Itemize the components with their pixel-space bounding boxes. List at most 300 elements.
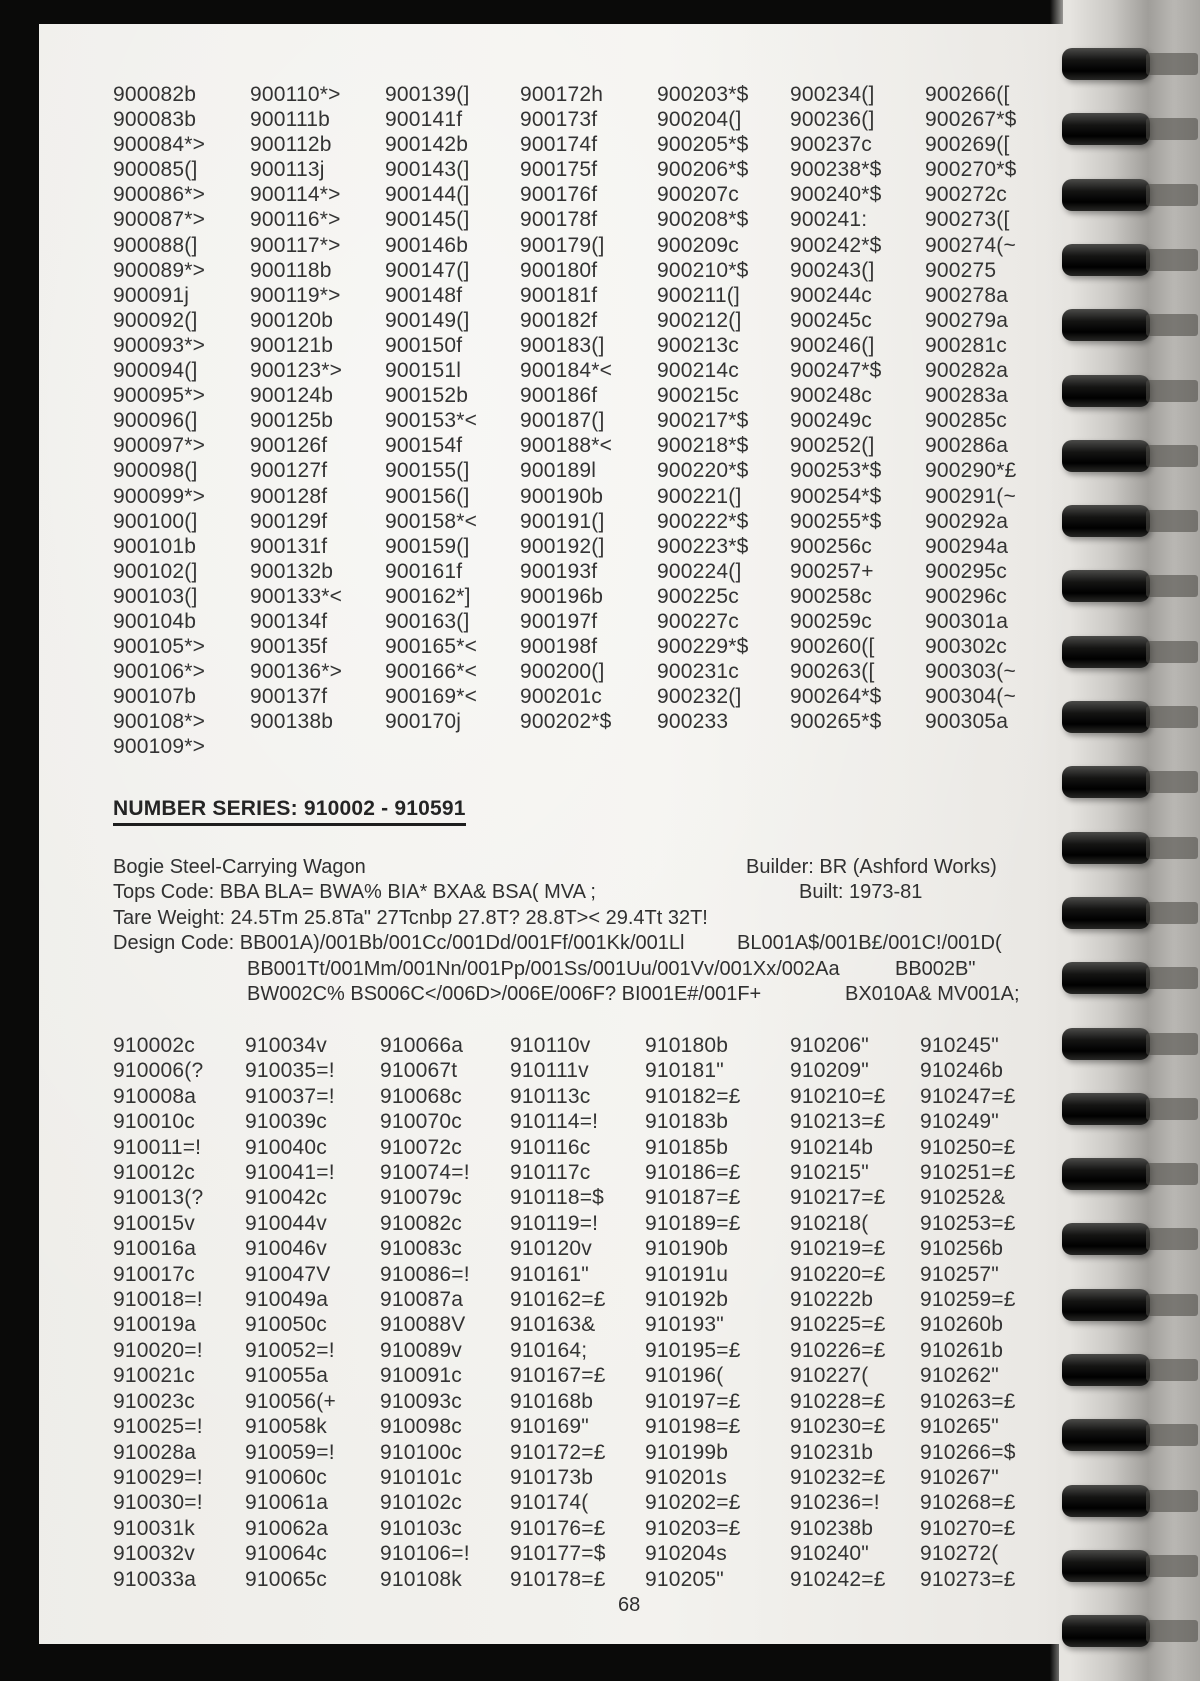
wagon-number: 900109*> [113, 735, 206, 759]
wagon-number: 910226=£ [790, 1338, 886, 1362]
wagon-number: 910039c [245, 1110, 327, 1134]
wagon-number: 900241: [790, 208, 868, 232]
wagon-number: 900105*> [113, 635, 206, 659]
wagon-number: 910177=$ [510, 1542, 606, 1566]
wagon-number: 910070c [380, 1110, 462, 1134]
design-code-line-2 [113, 957, 1053, 982]
wagon-number: 900116*> [250, 208, 341, 232]
wagon-number: 900302c [925, 635, 1007, 659]
wagon-number: 900301a [925, 609, 1009, 633]
binding-tooth-icon [1062, 1615, 1150, 1647]
wagon-number: 900142b [385, 133, 469, 157]
wagon-number: 910176=£ [510, 1516, 606, 1540]
wagon-number: 900202*$ [520, 710, 612, 734]
wagon-number: 900231c [657, 660, 739, 684]
wagon-number: 900124b [250, 384, 334, 408]
binding-tooth-icon [1062, 440, 1150, 472]
wagon-number: 910199b [645, 1440, 729, 1464]
info-row-tare [113, 906, 1053, 931]
wagon-number: 910116c [510, 1135, 591, 1159]
wagon-number: 900214c [657, 359, 739, 383]
wagon-number: 900153*< [385, 409, 478, 433]
wagon-number: 900259c [790, 609, 872, 633]
binding-tooth-icon [1062, 701, 1150, 733]
wagon-number: 900296c [925, 584, 1007, 608]
number-column [645, 1033, 790, 1592]
binding-tooth-icon [1062, 897, 1150, 929]
wagon-number: 900227c [657, 609, 739, 633]
wagon-number: 910079c [380, 1186, 462, 1210]
wagon-number: 910187=£ [645, 1186, 741, 1210]
wagon-number: 900086*> [113, 183, 206, 207]
wagon-number: 910049a [245, 1288, 329, 1312]
wagon-number: 910169" [510, 1415, 589, 1439]
wagon-number: 910231b [790, 1440, 874, 1464]
wagon-number: 910215" [790, 1161, 869, 1185]
binding-tooth-icon [1062, 570, 1150, 602]
binding-tooth-icon [1062, 1289, 1150, 1321]
wagon-number: 900119*> [250, 283, 341, 307]
wagon-number: 900198f [520, 635, 598, 659]
wagon-number: 910185b [645, 1135, 729, 1159]
wagon-number: 900082b [113, 83, 197, 106]
wagon-number: 900170j [385, 710, 462, 734]
wagon-number: 900267*$ [925, 108, 1017, 132]
wagon-number: 900089*> [113, 258, 206, 282]
wagon-number: 910168b [510, 1389, 594, 1413]
wagon-number: 910011=! [113, 1135, 202, 1159]
wagon-number: 910006(? [113, 1059, 204, 1083]
wagon-number: 910088V [380, 1313, 466, 1337]
binding-tooth-icon [1062, 1223, 1150, 1255]
wagon-number: 900187(] [520, 409, 605, 433]
builder: Builder: BR (Ashford Works) [746, 856, 997, 878]
wagon-number: 910217=£ [790, 1186, 886, 1210]
wagon-number: 900165*< [385, 635, 478, 659]
wagon-number: 910019a [113, 1313, 197, 1337]
wagon-number: 900247*$ [790, 359, 882, 383]
wagon-number: 910261b [920, 1338, 1004, 1362]
wagon-number: 910172=£ [510, 1440, 606, 1464]
wagon-number: 900161f [385, 559, 463, 583]
wagon-number: 900281c [925, 333, 1007, 357]
wagon-number: 900103(] [113, 584, 198, 608]
wagon-number: 910033a [113, 1567, 197, 1591]
page-border-left [0, 0, 39, 1681]
wagon-number: 910191u [645, 1262, 729, 1286]
wagon-number: 900273([ [925, 208, 1010, 232]
wagon-number: 900196b [520, 584, 604, 608]
wagon-number: 900131f [250, 534, 328, 558]
wagon-number: 900260([ [790, 635, 875, 659]
wagon-number: 910110v [510, 1034, 591, 1057]
wagon-number: 910106=! [380, 1542, 470, 1566]
wagon-number: 910098c [380, 1415, 462, 1439]
wagon-number: 910030=! [113, 1491, 203, 1515]
wagon-number: 900265*$ [790, 710, 882, 734]
wagon-number: 900117*> [250, 233, 341, 257]
wagon-number: 900158*< [385, 509, 478, 533]
wagon-number: 910072c [380, 1135, 462, 1159]
wagon-number: 910162=£ [510, 1288, 606, 1312]
wagon-number: 910173b [510, 1465, 594, 1489]
wagon-number: 910219=£ [790, 1237, 886, 1261]
wagon-number: 900091j [113, 283, 190, 307]
binding-tooth-icon [1062, 1550, 1150, 1582]
binding-tooth-icon [1062, 48, 1150, 80]
wagon-number: 910267" [920, 1465, 999, 1489]
wagon-number: 910031k [113, 1516, 195, 1540]
wagon-number: 910032v [113, 1542, 195, 1566]
wagon-number: 910068c [380, 1084, 462, 1108]
wagon-number: 900112b [250, 133, 332, 157]
wagon-number: 910065c [245, 1567, 327, 1591]
binding-tooth-icon [1062, 1028, 1150, 1060]
wagon-number: 900134f [250, 609, 328, 633]
wagon-number: 900126f [250, 434, 328, 458]
wagon-number: 900282a [925, 359, 1009, 383]
wagon-number: 900255*$ [790, 509, 882, 533]
wagon-number: 900143(] [385, 158, 470, 182]
wagon-number: 900303(~ [925, 660, 1016, 684]
wagon-number: 900138b [250, 710, 334, 734]
tare-weight: Tare Weight: 24.5Tm 25.8Ta" 27Tcnbp 27.8T? 28.8T>< 29.4Tt 32T! [113, 906, 708, 929]
design-code-right: BB002B" [895, 957, 976, 980]
wagon-number: 910167=£ [510, 1364, 606, 1388]
wagon-number: 900217*$ [657, 409, 749, 433]
wagon-number: 910016a [113, 1237, 197, 1261]
wagon-number: 910087a [380, 1288, 464, 1312]
wagon-number: 900240*$ [790, 183, 882, 207]
wagon-number: 910052=! [245, 1338, 335, 1362]
wagon-number: 910189=£ [645, 1211, 741, 1235]
wagon-number: 900278a [925, 283, 1009, 307]
wagon-number: 910186=£ [645, 1161, 741, 1185]
tops-code: Tops Code: BBA BLA= BWA% BIA* BXA& BSA( MVA ; [113, 881, 596, 904]
wagon-number: 900210*$ [657, 258, 749, 282]
wagon-number: 900118b [250, 258, 332, 282]
wagon-number: 900139(] [385, 83, 470, 106]
wagon-number: 900223*$ [657, 534, 749, 558]
wagon-number: 910042c [245, 1186, 327, 1210]
wagon-number: 910205" [645, 1567, 724, 1591]
wagon-number: 900182f [520, 308, 598, 332]
wagon-number: 900178f [520, 208, 598, 232]
wagon-number: 910178=£ [510, 1567, 606, 1591]
binding-tooth-icon [1062, 1419, 1150, 1451]
wagon-number: 910064c [245, 1542, 327, 1566]
wagon-number: 910044v [245, 1211, 327, 1235]
wagon-number: 900166*< [385, 660, 478, 684]
wagon-number: 900133*< [250, 584, 343, 608]
wagon-number: 910018=! [113, 1288, 203, 1312]
wagon-number: 900096(] [113, 409, 198, 433]
wagon-number: 900224(] [657, 559, 742, 583]
wagon-number: 910029=! [113, 1465, 203, 1489]
built-years: Built: 1973-81 [799, 881, 923, 904]
wagon-number: 900088(] [113, 233, 198, 257]
wagon-number: 900234(] [790, 83, 875, 106]
wagon-number: 910202=£ [645, 1491, 741, 1515]
wagon-number: 900212(] [657, 308, 742, 332]
wagon-number: 900270*$ [925, 158, 1017, 182]
wagon-number: 910015v [113, 1211, 195, 1235]
wagon-number: 910008a [113, 1084, 197, 1108]
wagon-number: 910091c [380, 1364, 462, 1388]
wagon-number: 900243(] [790, 258, 875, 282]
wagon-number: 900295c [925, 559, 1007, 583]
wagon-number: 900205*$ [657, 133, 749, 157]
wagon-number: 900279a [925, 308, 1009, 332]
wagon-number: 900232(] [657, 685, 742, 709]
wagon-number: 910256b [920, 1237, 1004, 1261]
wagon-number: 900094(] [113, 359, 198, 383]
wagon-number: 910113c [510, 1084, 591, 1108]
wagon-number: 900237c [790, 133, 872, 157]
wagon-number: 910047V [245, 1262, 331, 1286]
wagon-number: 900203*$ [657, 83, 749, 106]
page-border-top [0, 0, 1063, 24]
wagon-number: 900204(] [657, 108, 742, 132]
wagon-number: 900146b [385, 233, 469, 257]
number-column [113, 82, 250, 760]
wagon-number: 910218( [790, 1211, 869, 1235]
wagon-number: 900180f [520, 258, 598, 282]
wagon-number: 910180b [645, 1034, 729, 1057]
wagon-number: 900188*< [520, 434, 613, 458]
wagon-number: 900252(] [790, 434, 875, 458]
wagon-number: 900254*$ [790, 484, 882, 508]
wagon-number: 900266([ [925, 83, 1010, 106]
wagon-number: 900128f [250, 484, 328, 508]
wagon-number: 910061a [245, 1491, 329, 1515]
wagon-number: 900207c [657, 183, 739, 207]
wagon-number: 910250=£ [920, 1135, 1016, 1159]
wagon-number: 910257" [920, 1262, 999, 1286]
wagon-number: 900264*$ [790, 685, 882, 709]
wagon-number: 900114*> [250, 183, 341, 207]
wagon-number: 900246(] [790, 333, 875, 357]
wagon-number: 900221(] [657, 484, 742, 508]
design-code-left: Design Code: BB001A)/001Bb/001Cc/001Dd/001Ff/001Kk/001Ll [113, 932, 685, 955]
wagon-number: 900253*$ [790, 459, 882, 483]
number-column [657, 82, 790, 734]
info-row-tops-built [113, 880, 1053, 905]
wagon-number: 900152b [385, 384, 469, 408]
binding-tooth-icon [1062, 505, 1150, 537]
page-border-bottom [0, 1644, 1059, 1681]
wagon-number: 910021c [113, 1364, 195, 1388]
series-info-block [113, 855, 1053, 1007]
wagon-number: 910120v [510, 1237, 592, 1261]
wagon-number: 910192b [645, 1288, 729, 1312]
wagon-number: 900181f [520, 283, 598, 307]
wagon-number: 910181" [645, 1059, 724, 1083]
number-grid-900-series [113, 82, 1017, 760]
wagon-number: 900150f [385, 333, 463, 357]
wagon-number: 900144(] [385, 183, 470, 207]
wagon-number: 900294a [925, 534, 1009, 558]
wagon-number: 900222*$ [657, 509, 749, 533]
wagon-number: 910066a [380, 1034, 464, 1057]
wagon-number: 900236(] [790, 108, 875, 132]
wagon-number: 910247=£ [920, 1084, 1016, 1108]
wagon-number: 900107b [113, 685, 197, 709]
wagon-number: 910058k [245, 1415, 327, 1439]
wagon-number: 900148f [385, 283, 463, 307]
wagon-number: 900129f [250, 509, 328, 533]
wagon-number: 910114=! [510, 1110, 599, 1134]
wagon-number: 900085(] [113, 158, 198, 182]
wagon-number: 910059=! [245, 1440, 335, 1464]
wagon-number: 900193f [520, 559, 598, 583]
wagon-number: 910273=£ [920, 1567, 1016, 1591]
wagon-number: 900291(~ [925, 484, 1016, 508]
binding-tooth-icon [1062, 309, 1150, 341]
wagon-number: 900159(] [385, 534, 470, 558]
number-column [245, 1033, 380, 1592]
wagon-number: 910238b [790, 1516, 874, 1540]
wagon-number: 910060c [245, 1465, 327, 1489]
wagon-number: 900192(] [520, 534, 605, 558]
wagon-number: 910037=! [245, 1084, 335, 1108]
wagon-number: 910201s [645, 1465, 727, 1489]
wagon-number: 910266=$ [920, 1440, 1016, 1464]
wagon-number: 900304(~ [925, 685, 1016, 709]
binding-tooth-icon [1062, 962, 1150, 994]
wagon-number: 900106*> [113, 660, 206, 684]
binding-tooth-icon [1062, 1485, 1150, 1517]
wagon-number: 910041=! [245, 1161, 335, 1185]
wagon-number: 910046v [245, 1237, 327, 1261]
wagon-number: 900183(] [520, 333, 605, 357]
wagon-type: Bogie Steel-Carrying Wagon [113, 856, 366, 878]
wagon-number: 910270=£ [920, 1516, 1016, 1540]
wagon-number: 900141f [385, 108, 463, 132]
wagon-number: 910225=£ [790, 1313, 886, 1337]
wagon-number: 910082c [380, 1211, 462, 1235]
wagon-number: 910272( [920, 1542, 999, 1566]
wagon-number: 900201c [520, 685, 602, 709]
wagon-number: 900283a [925, 384, 1009, 408]
wagon-number: 910067t [380, 1059, 458, 1083]
spiral-binding [1050, 0, 1200, 1681]
wagon-number: 900108*> [113, 710, 206, 734]
wagon-number: 900211(] [657, 283, 740, 307]
wagon-number: 900176f [520, 183, 598, 207]
design-code-right: BL001A$/001B£/001C!/001D( [737, 932, 1002, 955]
wagon-number: 900135f [250, 635, 328, 659]
wagon-number: 900229*$ [657, 635, 749, 659]
wagon-number: 900155(] [385, 459, 470, 483]
wagon-number: 910111v [510, 1059, 589, 1083]
wagon-number: 900269([ [925, 133, 1010, 157]
wagon-number: 900097*> [113, 434, 206, 458]
wagon-number: 900132b [250, 559, 334, 583]
page-number: 68 [618, 1594, 641, 1616]
wagon-number: 900220*$ [657, 459, 749, 483]
wagon-number: 910204s [645, 1542, 727, 1566]
wagon-number: 910203=£ [645, 1516, 741, 1540]
wagon-number: 900184*< [520, 359, 613, 383]
series-heading: NUMBER SERIES: 910002 - 910591 [113, 797, 466, 826]
wagon-number: 900147(] [385, 258, 470, 282]
wagon-number: 910002c [113, 1034, 195, 1057]
wagon-number: 910164; [510, 1338, 588, 1362]
wagon-number: 910102c [380, 1491, 462, 1515]
wagon-number: 900092(] [113, 308, 198, 332]
number-column [380, 1033, 510, 1592]
design-code-left: BB001Tt/001Mm/001Nn/001Pp/001Ss/001Uu/001Vv/001Xx/002Aa [247, 957, 840, 980]
wagon-number: 900292a [925, 509, 1009, 533]
wagon-number: 900272c [925, 183, 1007, 207]
design-code-line-3 [113, 982, 1053, 1007]
wagon-number: 900149(] [385, 308, 470, 332]
wagon-number: 900263([ [790, 660, 875, 684]
binding-tooth-icon [1062, 766, 1150, 798]
binding-tooth-icon [1062, 179, 1150, 211]
wagon-number: 900163(] [385, 609, 470, 633]
wagon-number: 910198=£ [645, 1415, 741, 1439]
number-column [510, 1033, 645, 1592]
wagon-number: 910230=£ [790, 1415, 886, 1439]
wagon-number: 900093*> [113, 333, 206, 357]
wagon-number: 910035=! [245, 1059, 335, 1083]
wagon-number: 910263=£ [920, 1389, 1016, 1413]
wagon-number: 900242*$ [790, 233, 882, 257]
wagon-number: 910017c [113, 1262, 195, 1286]
wagon-number: 910025=! [113, 1415, 203, 1439]
wagon-number: 910251=£ [920, 1161, 1016, 1185]
binding-tooth-icon [1062, 636, 1150, 668]
wagon-number: 910074=! [380, 1161, 470, 1185]
wagon-number: 900248c [790, 384, 872, 408]
wagon-number: 910253=£ [920, 1211, 1016, 1235]
wagon-number: 910190b [645, 1237, 729, 1261]
wagon-number: 900113j [250, 158, 325, 182]
wagon-number: 900218*$ [657, 434, 749, 458]
wagon-number: 900275 [925, 258, 997, 282]
wagon-number: 910093c [380, 1389, 462, 1413]
wagon-number: 900169*< [385, 685, 478, 709]
wagon-number: 910228=£ [790, 1389, 886, 1413]
wagon-number: 910249" [920, 1110, 999, 1134]
wagon-number: 910108k [380, 1567, 462, 1591]
wagon-number: 900290*£ [925, 459, 1017, 483]
design-code-line-1 [113, 931, 1053, 956]
wagon-number: 900233 [657, 710, 729, 734]
wagon-number: 910119=! [510, 1211, 599, 1235]
wagon-number: 900104b [113, 609, 197, 633]
wagon-number: 910268=£ [920, 1491, 1016, 1515]
wagon-number: 900213c [657, 333, 739, 357]
wagon-number: 900286a [925, 434, 1009, 458]
wagon-number: 900120b [250, 308, 334, 332]
wagon-number: 900162*] [385, 584, 471, 608]
wagon-number: 900244c [790, 283, 872, 307]
wagon-number: 900189l [520, 459, 597, 483]
wagon-number: 900111b [250, 108, 331, 132]
wagon-number: 910265" [920, 1415, 999, 1439]
wagon-number: 910161" [510, 1262, 589, 1286]
number-column [113, 1033, 245, 1592]
wagon-number: 910242=£ [790, 1567, 886, 1591]
binding-tooth-icon [1062, 832, 1150, 864]
wagon-number: 900172h [520, 83, 604, 106]
wagon-number: 900200(] [520, 660, 605, 684]
binding-tooth-icon [1062, 1093, 1150, 1125]
wagon-number: 900190b [520, 484, 604, 508]
